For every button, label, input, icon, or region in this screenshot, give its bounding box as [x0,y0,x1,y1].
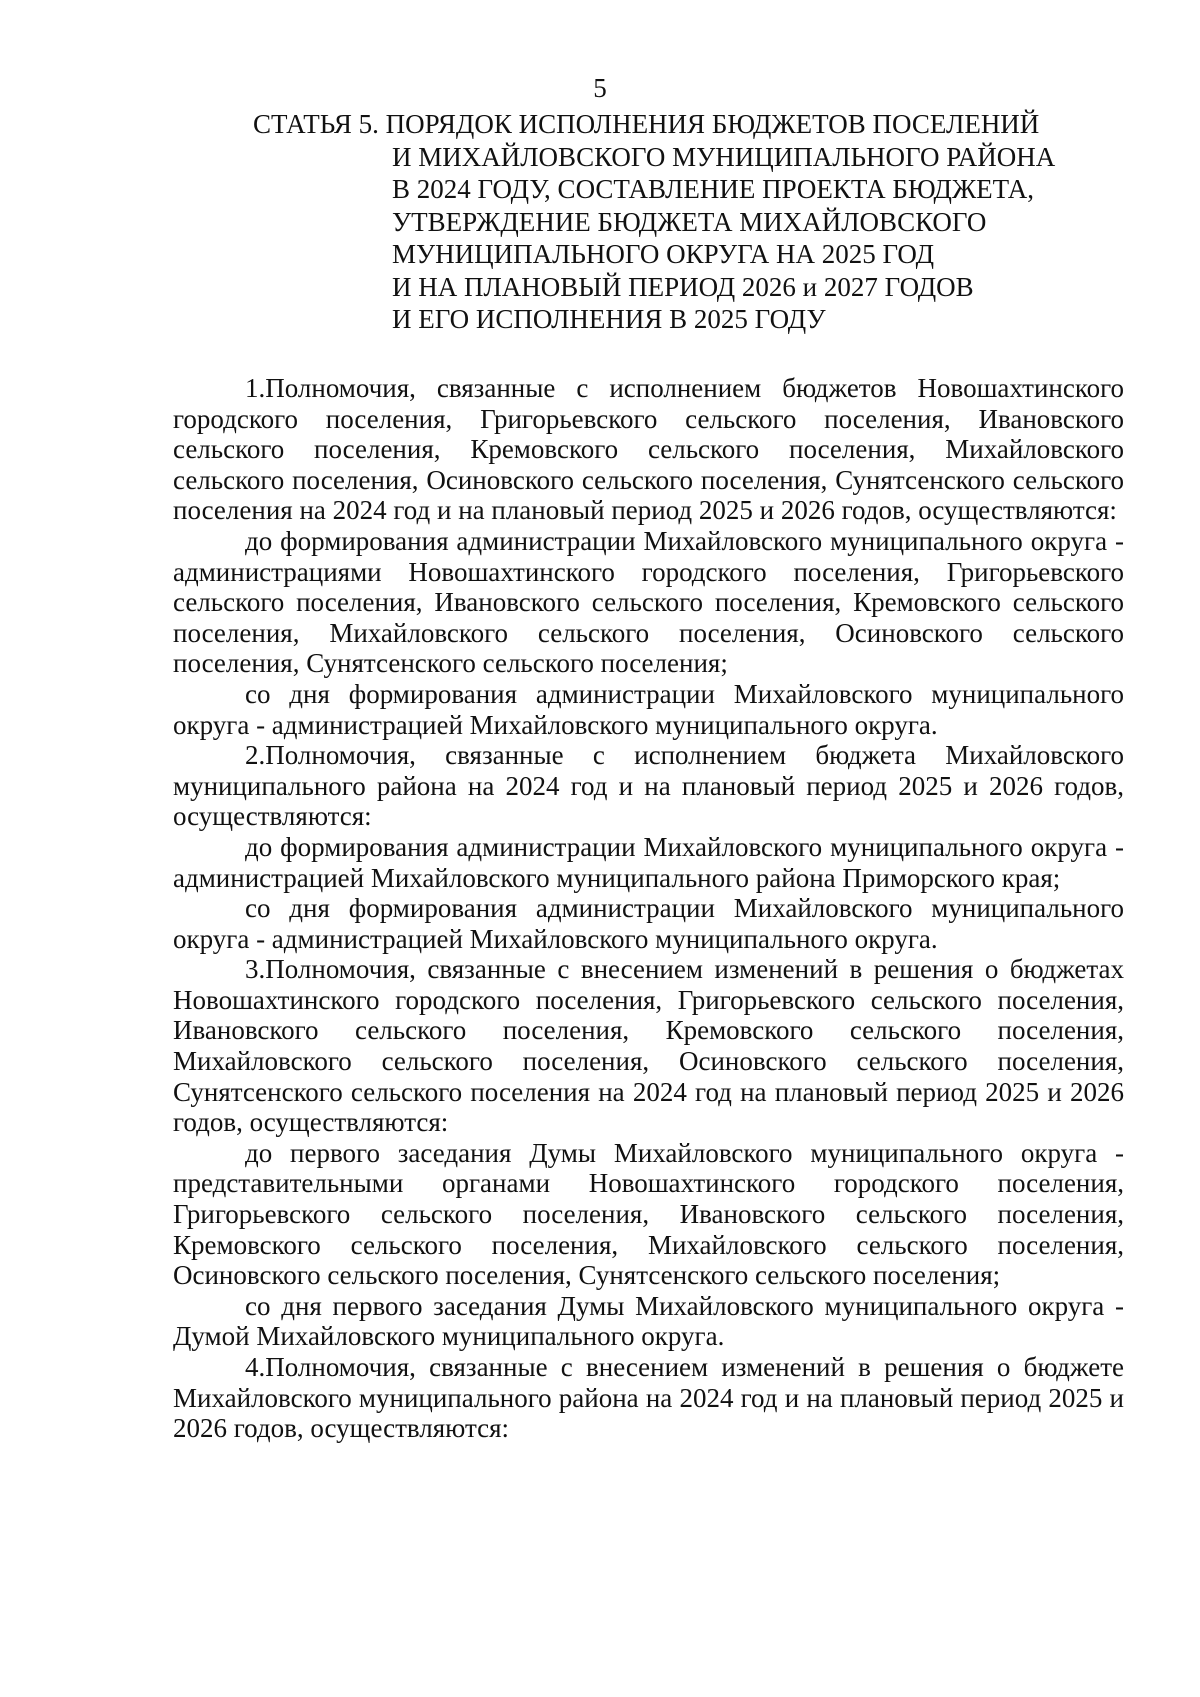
heading-line: И МИХАЙЛОВСКОГО МУНИЦИПАЛЬНОГО РАЙОНА [392,141,1056,172]
page-number: 5 [593,73,607,103]
heading-line: МУНИЦИПАЛЬНОГО ОКРУГА НА 2025 ГОД [392,239,935,269]
paragraph-clause-2: 2.Полномочия, связанные с исполнением бюджета Михайловского муниципального района на 2024 год и на плановый период 2025 и 2026 годов, осуществляются: [173,740,1124,832]
paragraph-clause-3: 3.Полномочия, связанные с внесением изменений в решения о бюджетах Новошахтинского городского поселения, Григорьевского сельского поселения, Ивановского сельского поселения, Кремовского сельского поселения, Михайловского сельского поселения, Осиновского сельского поселения, Сунятсенского сельского поселения на 2024 год на плановый период 2025 и 2026 годов, осуществляются: [173,954,1124,1138]
heading-line: СТАТЬЯ 5. ПОРЯДОК ИСПОЛНЕНИЯ БЮДЖЕТОВ ПОСЕЛЕНИЙ [253,109,1040,139]
paragraph-clause-2-after: со дня формирования администрации Михайловского муниципального округа - администрацией Михайловского муниципального округа. [173,893,1124,954]
heading-line: УТВЕРЖДЕНИЕ БЮДЖЕТА МИХАЙЛОВСКОГО [392,206,987,237]
heading-line: И ЕГО ИСПОЛНЕНИЯ В 2025 ГОДУ [392,304,826,334]
heading-line: И НА ПЛАНОВЫЙ ПЕРИОД 2026 и 2027 ГОДОВ [392,271,974,302]
article-body [173,373,1124,1444]
paragraph-clause-3-after: со дня первого заседания Думы Михайловского муниципального округа - Думой Михайловского муниципального округа. [173,1290,1124,1352]
paragraph-clause-1-after: со дня формирования администрации Михайловского муниципального округа - администрацией Михайловского муниципального округа. [173,678,1124,740]
paragraph-clause-4: 4.Полномочия, связанные с внесением изменений в решения о бюджете Михайловского муниципального района на 2024 год и на плановый период 2025 и 2026 годов, осуществляются: [173,1352,1124,1444]
heading-line: В 2024 ГОДУ, СОСТАВЛЕНИЕ ПРОЕКТА БЮДЖЕТА, [392,174,1035,204]
paragraph-clause-1: 1.Полномочия, связанные с исполнением бюджетов Новошахтинского городского поселения, Григорьевского сельского поселения, Ивановского сельского поселения, Кремовского сельского поселения, Михайловского сельского поселения, Осиновского сельского поселения, Сунятсенского сельского поселения на 2024 год и на плановый период 2025 и 2026 годов, осуществляются: [173,373,1124,526]
article-heading [253,108,1123,336]
paragraph-clause-2-before: до формирования администрации Михайловского муниципального округа - администрацией Михайловского муниципального района Приморского края; [173,831,1124,893]
paragraph-clause-3-before: до первого заседания Думы Михайловского муниципального округа - представительными органами Новошахтинского городского поселения, Григорьевского сельского поселения, Ивановского сельского поселения, Кремовского сельского поселения, Михайловского сельского поселения, Осиновского сельского поселения, Сунятсенского сельского поселения; [173,1137,1124,1291]
paragraph-clause-1-before: до формирования администрации Михайловского муниципального округа - администрациями Новошахтинского городского поселения, Григорьевского сельского поселения, Ивановского сельского поселения, Кремовского сельского поселения, Михайловского сельского поселения, Осиновского сельского поселения, Сунятсенского сельского поселения; [173,525,1124,679]
